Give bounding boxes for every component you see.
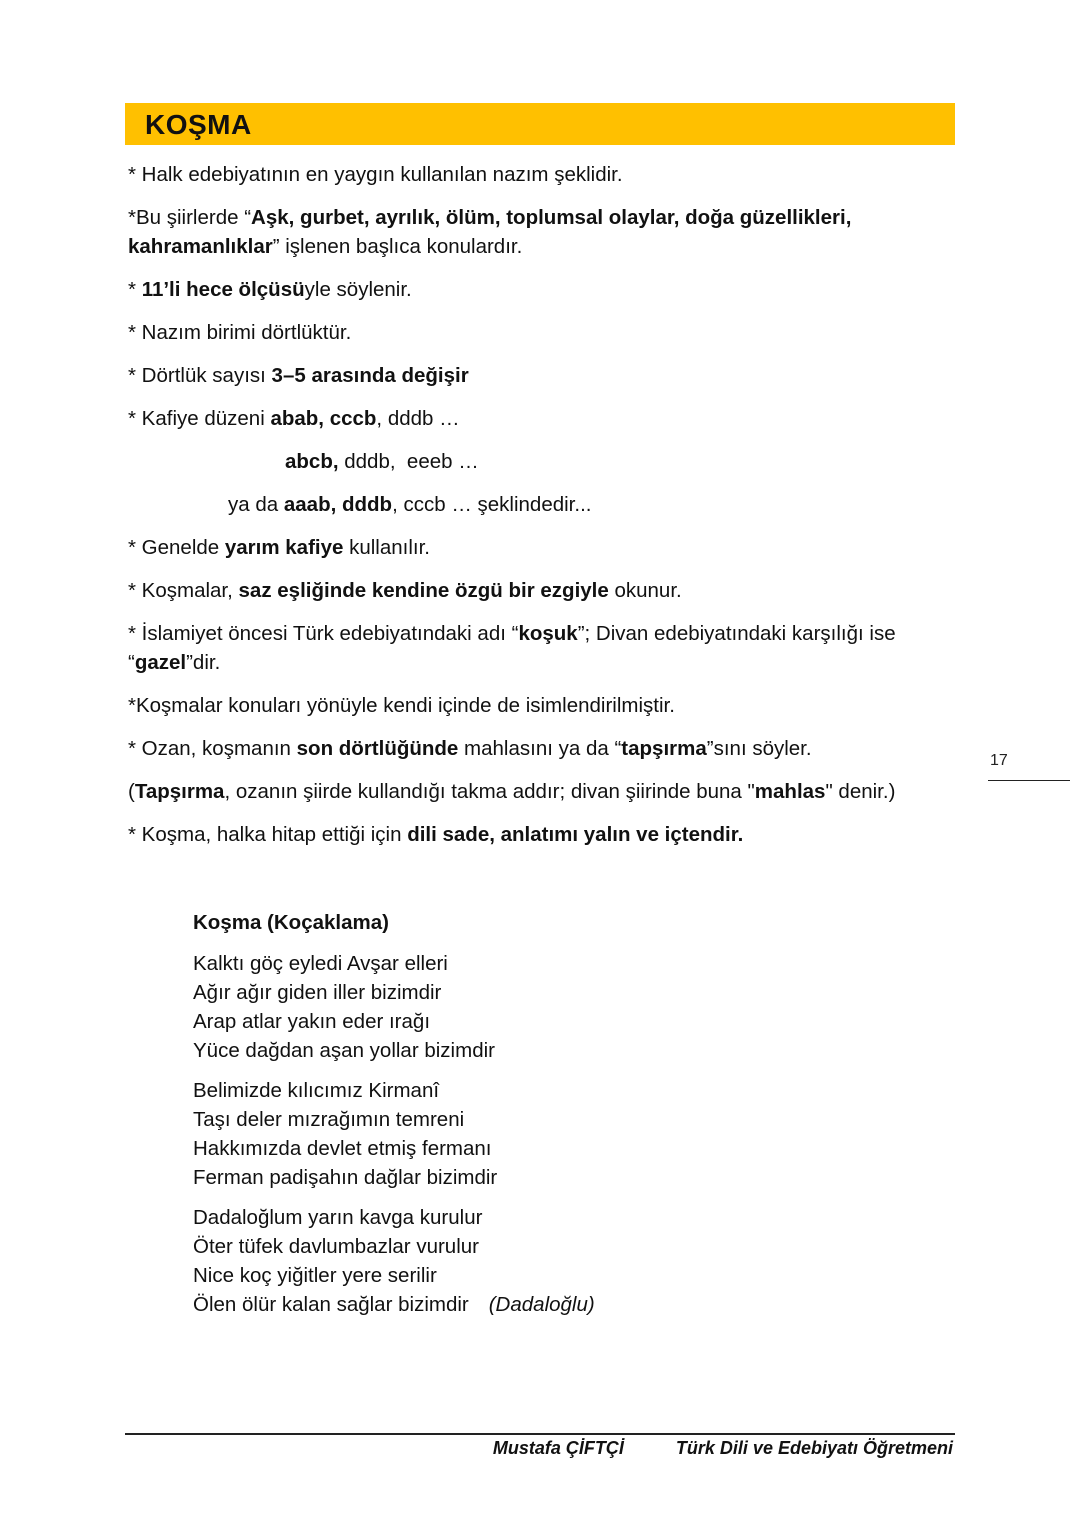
poem-title: Koşma (Koçaklama) [193, 911, 389, 934]
content [128, 160, 948, 863]
list-item: * Koşma, halka hitap ettiği için dili sade, anlatımı yalın ve içtendir. [128, 823, 744, 846]
list-item: * Halk edebiyatının en yaygın kullanılan nazım şeklidir. [128, 163, 623, 186]
stanza [193, 1076, 793, 1192]
footer-author: Mustafa ÇİFTÇİ [492, 1438, 624, 1458]
list-item: (Tapşırma, ozanın şiirde kullandığı takma addır; divan şiirinde buna "mahlas" denir.) [128, 780, 896, 803]
list-item: *Koşmalar konuları yönüyle kendi içinde de isimlendirilmiştir. [128, 694, 675, 717]
heading-bar [125, 103, 955, 145]
poem-line: Nice koç yiğitler yere serilir [193, 1264, 437, 1287]
poem-line: Öter tüfek davlumbazlar vurulur [193, 1235, 479, 1258]
list-item: * Genelde yarım kafiye kullanılır. [128, 536, 431, 559]
poem-line: Ağır ağır giden iller bizimdir [193, 981, 442, 1004]
page-title: KOŞMA [145, 109, 252, 140]
list-item: * İslamiyet öncesi Türk edebiyatındaki adı “koşuk”; Divan edebiyatındaki karşılığı ise “gazel”dir. [128, 622, 896, 674]
poem-line: Dadaloğlum yarın kavga kurulur [193, 1206, 483, 1229]
poem [193, 908, 793, 1330]
stanza [193, 949, 793, 1065]
list-item: * Nazım birimi dörtlüktür. [128, 321, 352, 344]
poem-line: Taşı deler mızrağımın temreni [193, 1108, 465, 1131]
list-item: *Bu şiirlerde “Aşk, gurbet, ayrılık, ölüm, toplumsal olaylar, doğa güzellikleri, kahramanlıklar” işlenen başlıca konulardır. [128, 206, 852, 258]
stanza [193, 1203, 793, 1319]
footer [125, 1438, 953, 1459]
footer-role: Türk Dili ve Edebiyatı Öğretmeni [675, 1438, 953, 1458]
page-number: 17 [990, 752, 1008, 769]
poem-line: Kalktı göç eyledi Avşar elleri [193, 952, 448, 975]
list-item: * Kafiye düzeni abab, cccb, dddb … [128, 407, 460, 430]
poem-line: Yüce dağdan aşan yollar bizimdir [193, 1039, 495, 1062]
list-item: * Ozan, koşmanın son dörtlüğünde mahlasını ya da “tapşırma”sını söyler. [128, 737, 812, 760]
poem-author: (Dadaloğlu) [488, 1293, 595, 1316]
list-item: * Dörtlük sayısı 3–5 arasında değişir [128, 364, 469, 387]
list-item: * Koşmalar, saz eşliğinde kendine özgü bir ezgiyle okunur. [128, 579, 682, 602]
poem-line: Ferman padişahın dağlar bizimdir [193, 1166, 498, 1189]
poem-line: Belimizde kılıcımız Kirmanî [193, 1079, 440, 1102]
page-number-rule [988, 780, 1070, 781]
poem-line: Ölen ölür kalan sağlar bizimdir (Dadaloğlu) [193, 1293, 595, 1316]
list-item: abcb, dddb, eeeb … [285, 450, 479, 473]
list-item: ya da aaab, dddb, cccb … şeklindedir... [228, 493, 592, 516]
poem-line: Arap atlar yakın eder ırağı [193, 1010, 431, 1033]
list-item: * 11’li hece ölçüsüyle söylenir. [128, 278, 412, 301]
poem-line: Hakkımızda devlet etmiş fermanı [193, 1137, 492, 1160]
footer-rule [125, 1433, 955, 1435]
